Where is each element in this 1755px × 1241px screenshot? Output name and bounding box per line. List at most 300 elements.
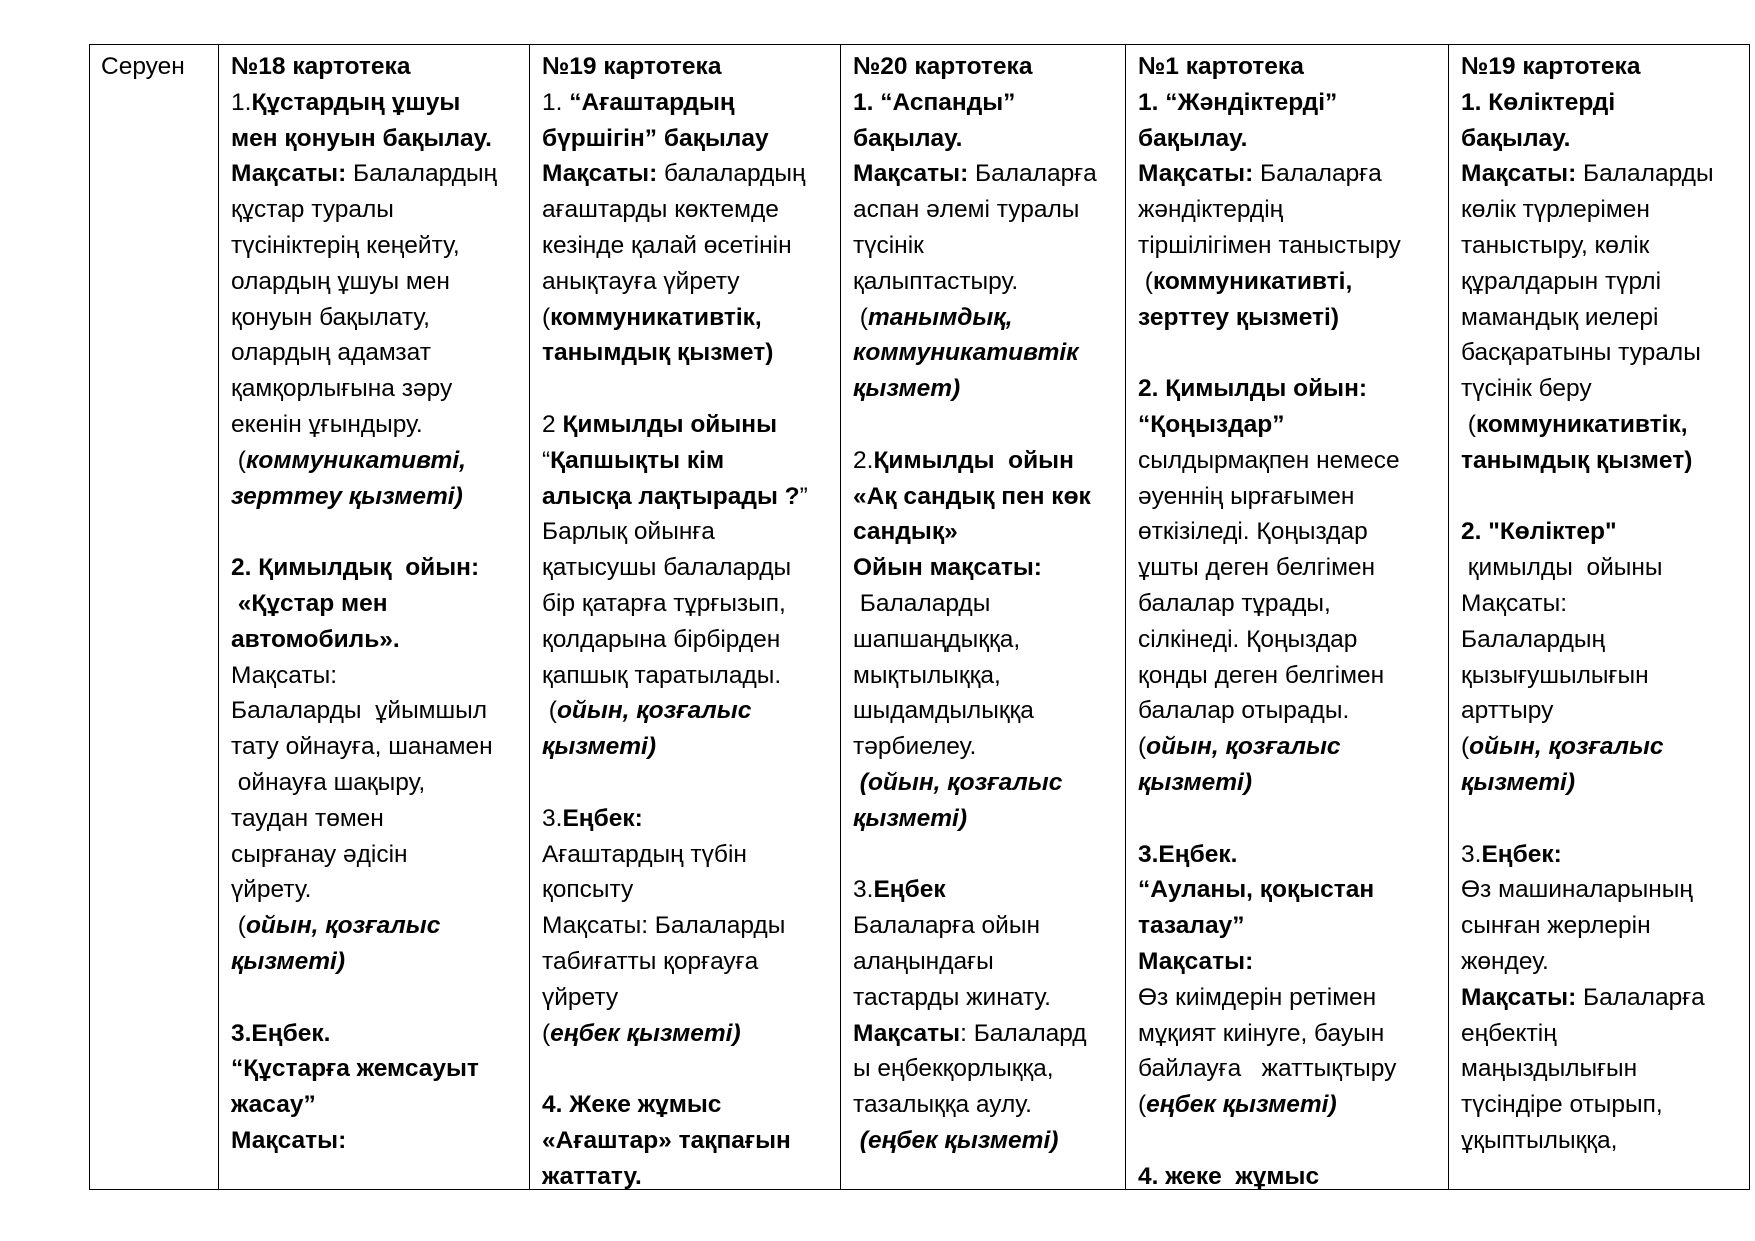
text-line <box>542 479 808 515</box>
text-run: 1. “Аспанды” <box>853 88 1016 116</box>
text-line <box>1461 872 1714 908</box>
activity-cell-card-18 <box>231 49 497 1159</box>
text-run: ( <box>1461 733 1470 761</box>
text-line <box>853 622 1097 658</box>
text-run: олардың ұшуы мен <box>231 267 450 295</box>
text-line <box>1461 908 1714 944</box>
text-run: ағаштарды көктемде <box>542 196 779 224</box>
text-run: жаттату. <box>542 1162 642 1190</box>
text-line <box>853 49 1097 85</box>
text-run: тәрбиелеу. <box>853 733 977 761</box>
text-run: ойын, қозғалыс <box>245 912 441 940</box>
text-run: 2. <box>853 446 874 474</box>
text-run: “Ауланы, қоқыстан <box>1138 876 1375 904</box>
text-run: түсіндіре отырып, <box>1461 1091 1663 1119</box>
text-run: таныстыру, көлік <box>1461 231 1650 259</box>
text-line <box>1138 300 1401 336</box>
text-run: Балаларды <box>1576 160 1714 188</box>
text-line <box>542 550 808 586</box>
text-run: түсінік беру <box>1461 375 1592 403</box>
blank-line <box>542 765 808 801</box>
activity-cell-card-1 <box>1138 49 1401 1195</box>
text-run: тазалау” <box>1138 912 1245 940</box>
text-run: “ <box>542 446 551 474</box>
text-run: 1. <box>231 88 252 116</box>
text-run: бақылау. <box>1461 124 1571 152</box>
blank-line <box>1138 335 1401 371</box>
text-line <box>853 550 1097 586</box>
text-run: 1. “Жәндіктерді” <box>1138 88 1338 116</box>
text-line <box>542 1087 808 1123</box>
text-run: мұқият киінуге, бауын <box>1138 1019 1385 1047</box>
text-line <box>853 1016 1097 1052</box>
text-line <box>542 622 808 658</box>
text-line <box>1461 944 1714 980</box>
text-run: Балаларға <box>1576 983 1705 1011</box>
text-line <box>542 908 808 944</box>
text-run: : Балалард <box>960 1019 1087 1047</box>
text-run: басқаратыны туралы <box>1461 339 1701 367</box>
text-line <box>231 944 497 980</box>
text-run: Мақсаты: <box>1461 160 1577 188</box>
text-line <box>231 837 497 873</box>
text-run: бүршігін” бақылау <box>542 124 769 152</box>
text-run: танымдық қызмет) <box>542 339 774 367</box>
text-line <box>1461 192 1714 228</box>
text-line <box>1138 693 1401 729</box>
text-run: коммуникативті, <box>245 446 466 474</box>
text-run: қамқорлығына зәру <box>231 375 453 403</box>
blank-line <box>231 514 497 550</box>
text-line <box>1138 85 1401 121</box>
text-line <box>853 479 1097 515</box>
text-run: ” <box>799 482 808 510</box>
text-run: маңыздылығын <box>1461 1055 1638 1083</box>
text-run: ( <box>542 303 551 331</box>
text-line <box>1138 944 1401 980</box>
text-run: коммуникативтік, <box>1475 410 1688 438</box>
text-run: сандық» <box>853 518 958 546</box>
text-line <box>231 765 497 801</box>
text-run: сылдырмақпен немесе <box>1138 446 1400 474</box>
text-run: Мақсаты: <box>231 1126 347 1154</box>
text-run: қызмет) <box>853 375 961 403</box>
text-line <box>542 1016 808 1052</box>
text-run: түсінік <box>853 231 924 259</box>
text-line <box>1138 1051 1401 1087</box>
text-run: ұқыптылыққа, <box>1461 1126 1618 1154</box>
text-run: ы еңбекқорлыққа, <box>853 1055 1054 1083</box>
text-run: сынған жерлерін <box>1461 912 1651 940</box>
text-run: аспан әлемі туралы <box>853 196 1080 224</box>
text-line <box>1138 765 1401 801</box>
text-run: тату ойнауға, шанамен <box>231 733 493 761</box>
text-line <box>231 550 497 586</box>
text-line <box>1461 514 1714 550</box>
text-run: жәндіктердің <box>1138 196 1284 224</box>
text-run: Өз машиналарының <box>1461 876 1693 904</box>
text-line <box>1461 1016 1714 1052</box>
text-line <box>1461 980 1714 1016</box>
text-run: Балаларға ойын <box>853 912 1040 940</box>
text-line <box>853 586 1097 622</box>
text-run: «Ағаштар» тақпағын <box>542 1126 791 1154</box>
text-line <box>1138 407 1401 443</box>
text-run: шыдамдылыққа <box>853 697 1034 725</box>
text-run: Еңбек: <box>562 804 643 832</box>
text-line <box>231 1016 497 1052</box>
text-run: қызығушылығын <box>1461 661 1649 689</box>
text-line <box>1461 622 1714 658</box>
activity-cell-card-20 <box>853 49 1097 1159</box>
text-line <box>231 801 497 837</box>
text-run: “Ағаштардың <box>569 88 735 116</box>
text-line <box>853 300 1097 336</box>
text-run: кезінде қалай өсетінін <box>542 231 792 259</box>
text-line <box>1138 1159 1401 1195</box>
text-run: көлік түрлерімен <box>1461 196 1650 224</box>
text-line <box>1138 872 1401 908</box>
text-line <box>231 121 497 157</box>
column-divider <box>218 45 219 1189</box>
text-line <box>853 908 1097 944</box>
blank-line <box>231 980 497 1016</box>
text-run: коммуникативті, <box>1152 267 1353 295</box>
text-run: Мақсаты: Балаларды <box>542 912 786 940</box>
text-line <box>1138 586 1401 622</box>
text-line <box>1461 729 1714 765</box>
text-run: қызметі) <box>853 804 968 832</box>
text-run: (еңбек қызметі) <box>853 1126 1059 1154</box>
text-line <box>1461 837 1714 873</box>
text-run: қатысушы балаларды <box>542 554 792 582</box>
text-line <box>1138 622 1401 658</box>
text-line <box>1138 729 1401 765</box>
text-line <box>231 693 497 729</box>
text-run: қимылды ойыны <box>1461 554 1663 582</box>
text-run: Балалардың <box>1461 625 1606 653</box>
text-line <box>231 335 497 371</box>
text-line <box>853 1087 1097 1123</box>
text-run: ойын, қозғалыс <box>556 697 752 725</box>
text-run: шапшаңдыққа, <box>853 625 1021 653</box>
text-line <box>853 121 1097 157</box>
text-run: тазалыққа аулу. <box>853 1091 1032 1119</box>
text-line <box>853 872 1097 908</box>
text-line <box>542 228 808 264</box>
text-line <box>853 980 1097 1016</box>
text-run: құстар туралы <box>231 196 394 224</box>
text-line <box>231 479 497 515</box>
text-line <box>542 801 808 837</box>
text-line <box>1138 156 1401 192</box>
text-run: 4. Жеке жұмыс <box>542 1091 722 1119</box>
text-run: ( <box>231 446 246 474</box>
text-run: Ойын мақсаты: <box>853 554 1042 582</box>
text-line <box>1461 765 1714 801</box>
text-line <box>542 443 808 479</box>
text-line <box>542 407 808 443</box>
text-line <box>853 156 1097 192</box>
text-line <box>231 85 497 121</box>
text-run: қызметі) <box>1138 768 1253 796</box>
text-run: танымдық, <box>867 303 1013 331</box>
text-line <box>542 514 808 550</box>
text-line <box>542 85 808 121</box>
blank-line <box>1461 801 1714 837</box>
text-run: зерттеу қызметі) <box>231 482 463 510</box>
text-run: Қимылды ойын <box>873 446 1074 474</box>
text-line <box>542 335 808 371</box>
text-run: Мақсаты: <box>231 661 338 689</box>
text-run: жасау” <box>231 1091 316 1119</box>
text-run: 3.Еңбек. <box>231 1019 331 1047</box>
text-line <box>542 872 808 908</box>
text-line <box>1138 837 1401 873</box>
text-line <box>853 514 1097 550</box>
text-line <box>542 980 808 1016</box>
text-line <box>853 1051 1097 1087</box>
text-run: бақылау. <box>853 124 963 152</box>
text-line <box>231 443 497 479</box>
text-run: №19 картотека <box>1461 53 1641 80</box>
text-line <box>231 192 497 228</box>
text-run: автомобиль». <box>231 625 400 653</box>
text-run: зерттеу қызметі) <box>1138 303 1340 331</box>
text-run: Еңбек <box>873 876 946 904</box>
text-line <box>542 729 808 765</box>
text-run: ( <box>1138 733 1147 761</box>
text-line <box>1138 443 1401 479</box>
text-run: “Құстарға жемсауыт <box>231 1055 479 1083</box>
text-line <box>542 121 808 157</box>
text-run: қолдарына бірбірден <box>542 625 781 653</box>
text-line <box>1138 228 1401 264</box>
text-line <box>853 693 1097 729</box>
text-run: 3. <box>542 804 563 832</box>
text-line <box>542 49 808 85</box>
text-run: №20 картотека <box>853 53 1033 80</box>
text-run: мықтылыққа, <box>853 661 1001 689</box>
text-line <box>1461 371 1714 407</box>
text-run: ( <box>542 1019 551 1047</box>
text-run: өткізіледі. Қоңыздар <box>1138 518 1368 546</box>
text-run: Құстардың ұшуы <box>251 88 461 116</box>
text-run: еңбектің <box>1461 1019 1557 1047</box>
text-run: Еңбек: <box>1481 840 1562 868</box>
text-run: байлауға жаттықтыру <box>1138 1055 1397 1083</box>
text-run: коммуникативтік, <box>550 303 762 331</box>
text-line <box>1138 980 1401 1016</box>
text-run: «Ақ сандық пен көк <box>853 482 1091 510</box>
text-run: ( <box>542 697 557 725</box>
text-run: ұшты деген белгімен <box>1138 554 1376 582</box>
text-run: ( <box>1138 267 1153 295</box>
text-line <box>853 371 1097 407</box>
text-line <box>231 407 497 443</box>
text-run: ойын, қозғалыс <box>1146 733 1341 761</box>
text-run: Мақсаты: <box>1461 983 1577 1011</box>
text-line <box>853 335 1097 371</box>
text-line <box>1138 658 1401 694</box>
blank-line <box>1138 801 1401 837</box>
text-line <box>542 693 808 729</box>
text-line <box>1138 264 1401 300</box>
text-run: 1. Көліктерді <box>1461 88 1616 116</box>
text-run: «Құстар мен <box>231 589 388 617</box>
text-line <box>542 1123 808 1159</box>
text-run: жөндеу. <box>1461 947 1549 975</box>
text-run: еңбек қызметі) <box>550 1019 741 1047</box>
text-line <box>853 801 1097 837</box>
text-line <box>542 944 808 980</box>
text-line <box>853 1123 1097 1159</box>
activity-cell-card-19 <box>542 49 808 1195</box>
text-line <box>1138 49 1401 85</box>
text-run: сілкінеді. Қоңыздар <box>1138 625 1358 653</box>
text-line <box>1461 407 1714 443</box>
text-line <box>1461 121 1714 157</box>
text-run: еңбек қызметі) <box>1146 1091 1337 1119</box>
text-run: ( <box>853 303 868 331</box>
text-line <box>853 192 1097 228</box>
text-line <box>231 908 497 944</box>
text-run: Қапшықты кім <box>550 446 725 474</box>
text-line <box>1461 1123 1714 1159</box>
text-run: анықтауға үйрету <box>542 267 740 295</box>
blank-line <box>853 837 1097 873</box>
text-run: Өз киімдерін ретімен <box>1138 983 1377 1011</box>
text-line <box>231 49 497 85</box>
text-run: “Қоңыздар” <box>1138 410 1285 438</box>
text-run: Балаларды <box>853 589 991 617</box>
text-run: алысқа лақтырады ? <box>542 482 800 510</box>
text-run: мамандық иелері <box>1461 303 1659 331</box>
text-line <box>853 85 1097 121</box>
text-run: қызметі) <box>231 947 346 975</box>
blank-line <box>1461 479 1714 515</box>
text-run: Балаларға <box>968 160 1097 188</box>
text-run: арттыру <box>1461 697 1554 725</box>
text-line <box>1461 49 1714 85</box>
text-line <box>542 837 808 873</box>
text-run: Балаларға <box>1253 160 1382 188</box>
text-run: №19 картотека <box>542 53 722 80</box>
text-run: 1. <box>542 88 570 116</box>
text-line <box>1138 550 1401 586</box>
text-line <box>231 228 497 264</box>
text-line <box>1138 908 1401 944</box>
text-run: 4. жеке жұмыс <box>1138 1162 1320 1190</box>
text-run: ( <box>231 912 246 940</box>
blank-line <box>542 371 808 407</box>
text-run: үйрету <box>542 983 619 1011</box>
text-run: бақылау. <box>1138 124 1248 152</box>
text-run: ( <box>1138 1091 1147 1119</box>
text-line <box>231 264 497 300</box>
text-run: Мақсаты: <box>1138 160 1254 188</box>
text-run: тіршілігімен таныстыру <box>1138 231 1401 259</box>
text-line <box>1138 514 1401 550</box>
text-run: Мақсаты: <box>853 160 969 188</box>
text-line <box>231 658 497 694</box>
text-line <box>231 1087 497 1123</box>
text-line <box>853 944 1097 980</box>
text-run: Мақсаты: <box>1138 947 1254 975</box>
text-line <box>1138 1016 1401 1052</box>
text-run: 2. "Көліктер" <box>1461 518 1617 546</box>
text-run: бір қатарға тұрғызып, <box>542 589 786 617</box>
text-line <box>1461 300 1714 336</box>
text-line <box>1138 371 1401 407</box>
text-run: алаңындағы <box>853 947 994 975</box>
text-line <box>1461 1051 1714 1087</box>
text-line <box>1138 121 1401 157</box>
text-run: Мақсаты <box>853 1019 961 1047</box>
text-line <box>1138 1087 1401 1123</box>
plan-table <box>89 44 1750 1190</box>
column-divider <box>1448 45 1449 1189</box>
text-run: №1 картотека <box>1138 53 1304 80</box>
text-line <box>1461 1087 1714 1123</box>
text-line <box>1138 192 1401 228</box>
text-run: құралдарын түрлі <box>1461 267 1662 295</box>
text-line <box>542 658 808 694</box>
text-run: №18 картотека <box>231 53 411 80</box>
text-run: Ағаштардың түбін <box>542 840 747 868</box>
text-line <box>1461 658 1714 694</box>
text-line <box>853 228 1097 264</box>
text-line <box>542 300 808 336</box>
text-line <box>542 264 808 300</box>
text-line <box>1461 586 1714 622</box>
text-line <box>231 586 497 622</box>
text-run: балалар отырады. <box>1138 697 1350 725</box>
text-run: мен қонуын бақылау. <box>231 124 492 152</box>
text-run: 3. <box>1461 840 1482 868</box>
text-run: үйрету. <box>231 876 312 904</box>
text-line <box>1461 156 1714 192</box>
text-run: Мақсаты: <box>1461 589 1568 617</box>
column-divider <box>1125 45 1126 1189</box>
text-run: балалар тұрады, <box>1138 589 1331 617</box>
activity-cell-card-19b <box>1461 49 1714 1159</box>
text-run: 2. Қимылды ойын: <box>1138 375 1368 403</box>
text-run: қапшық таратылады. <box>542 661 782 689</box>
text-run: 2. Қимылдық ойын: <box>231 554 480 582</box>
text-run: 3.Еңбек. <box>1138 840 1238 868</box>
text-line <box>231 872 497 908</box>
text-run: танымдық қызмет) <box>1461 446 1693 474</box>
text-run: Мақсаты: <box>231 160 347 188</box>
text-line <box>853 658 1097 694</box>
text-line <box>231 371 497 407</box>
text-line <box>542 586 808 622</box>
column-divider <box>529 45 530 1189</box>
column-divider <box>840 45 841 1189</box>
text-run: ойын, қозғалыс <box>1469 733 1664 761</box>
blank-line <box>853 407 1097 443</box>
text-line <box>542 156 808 192</box>
text-run: әуеннің ырғағымен <box>1138 482 1355 510</box>
text-line <box>231 156 497 192</box>
row-label-cell <box>101 49 185 85</box>
text-run: таудан төмен <box>231 804 384 832</box>
text-line <box>542 1159 808 1195</box>
text-line <box>1461 443 1714 479</box>
text-line <box>231 1051 497 1087</box>
text-run: қалыптастыру. <box>853 267 1019 295</box>
